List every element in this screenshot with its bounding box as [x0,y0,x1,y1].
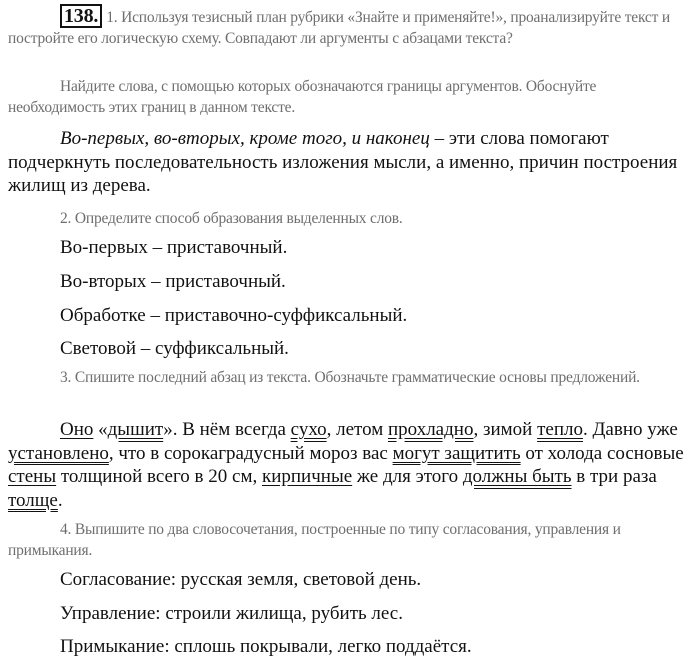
text-fragment: в три раза [571,466,657,487]
text-fragment: . [57,489,63,511]
task-4-answer: Согласование: русская земля, световой день. [60,569,422,590]
predicate-word: тепло [537,419,583,440]
subject-word: стены [8,466,57,487]
task-4-answer: Примыкание: сплошь покрывали, легко поддаётся. [60,636,472,657]
task-4-answer: Управление: строили жилища, рубить лес. [60,603,403,624]
predicate-word: толще [8,489,58,511]
exercise-number: 138. [60,4,102,28]
task-1-subtask: Найдите слова, с помощью которых обозначаются границы аргументов. Обоснуйте необходимость этих границ в данном тексте. [8,78,597,116]
task-1-text: 1. Используя тезисный план рубрики «Знайте и применяйте!», проанализируйте текст и постройте его логическую схему. Совпадают ли аргументы с абзацами текста? [8,9,670,47]
task-3: 3. Спишите последний абзац из текста. Обозначьте грамматические основы предложений. [60,369,640,386]
task-2-answer: Световой – суффиксальный. [60,338,289,359]
text-fragment: от холода сосновые [520,442,684,464]
task-2: 2. Определите способ образования выделенных слов. [60,210,403,227]
text-fragment: « [93,419,108,440]
subject-word: Оно [60,419,94,440]
text-fragment: же для этого [352,466,463,487]
text-fragment: , зимой [473,419,538,440]
task-4: 4. Выпишите по два словосочетания, построенные по типу согласования, управления и примыкания. [8,521,621,559]
task-1-answer [8,127,692,198]
task-2-answer: Обработке – приставочно-суффиксальный. [60,305,408,326]
text-fragment: толщиной всего в 20 см, [56,466,262,487]
task-3-paragraph [8,418,692,512]
text-fragment: , что в сорокаградусный мороз вас [108,442,393,464]
predicate-word: установлено [8,442,109,464]
answer-italic: Во-первых, во-вторых, кроме того, и наконец [60,128,430,149]
predicate-word: дышит [107,419,164,440]
predicate-word: могут защитить [392,442,521,464]
text-fragment: , летом [326,419,388,440]
predicate-word: должны быть [462,466,572,487]
text-fragment: . Давно уже [582,419,678,440]
subject-word: кирпичные [261,466,353,487]
task-2-answer: Во-первых – приставочный. [60,237,288,258]
task-2-answer: Во-вторых – приставочный. [60,271,286,292]
text-fragment: ». В нём всегда [163,419,291,440]
answer-text: – эти слова помогают подчеркнуть последовательность изложения мысли, а именно, причин построения жилищ из дерева. [8,128,678,196]
task-1 [8,4,692,49]
predicate-word: сухо [290,419,327,440]
predicate-word: прохладно [388,419,474,440]
